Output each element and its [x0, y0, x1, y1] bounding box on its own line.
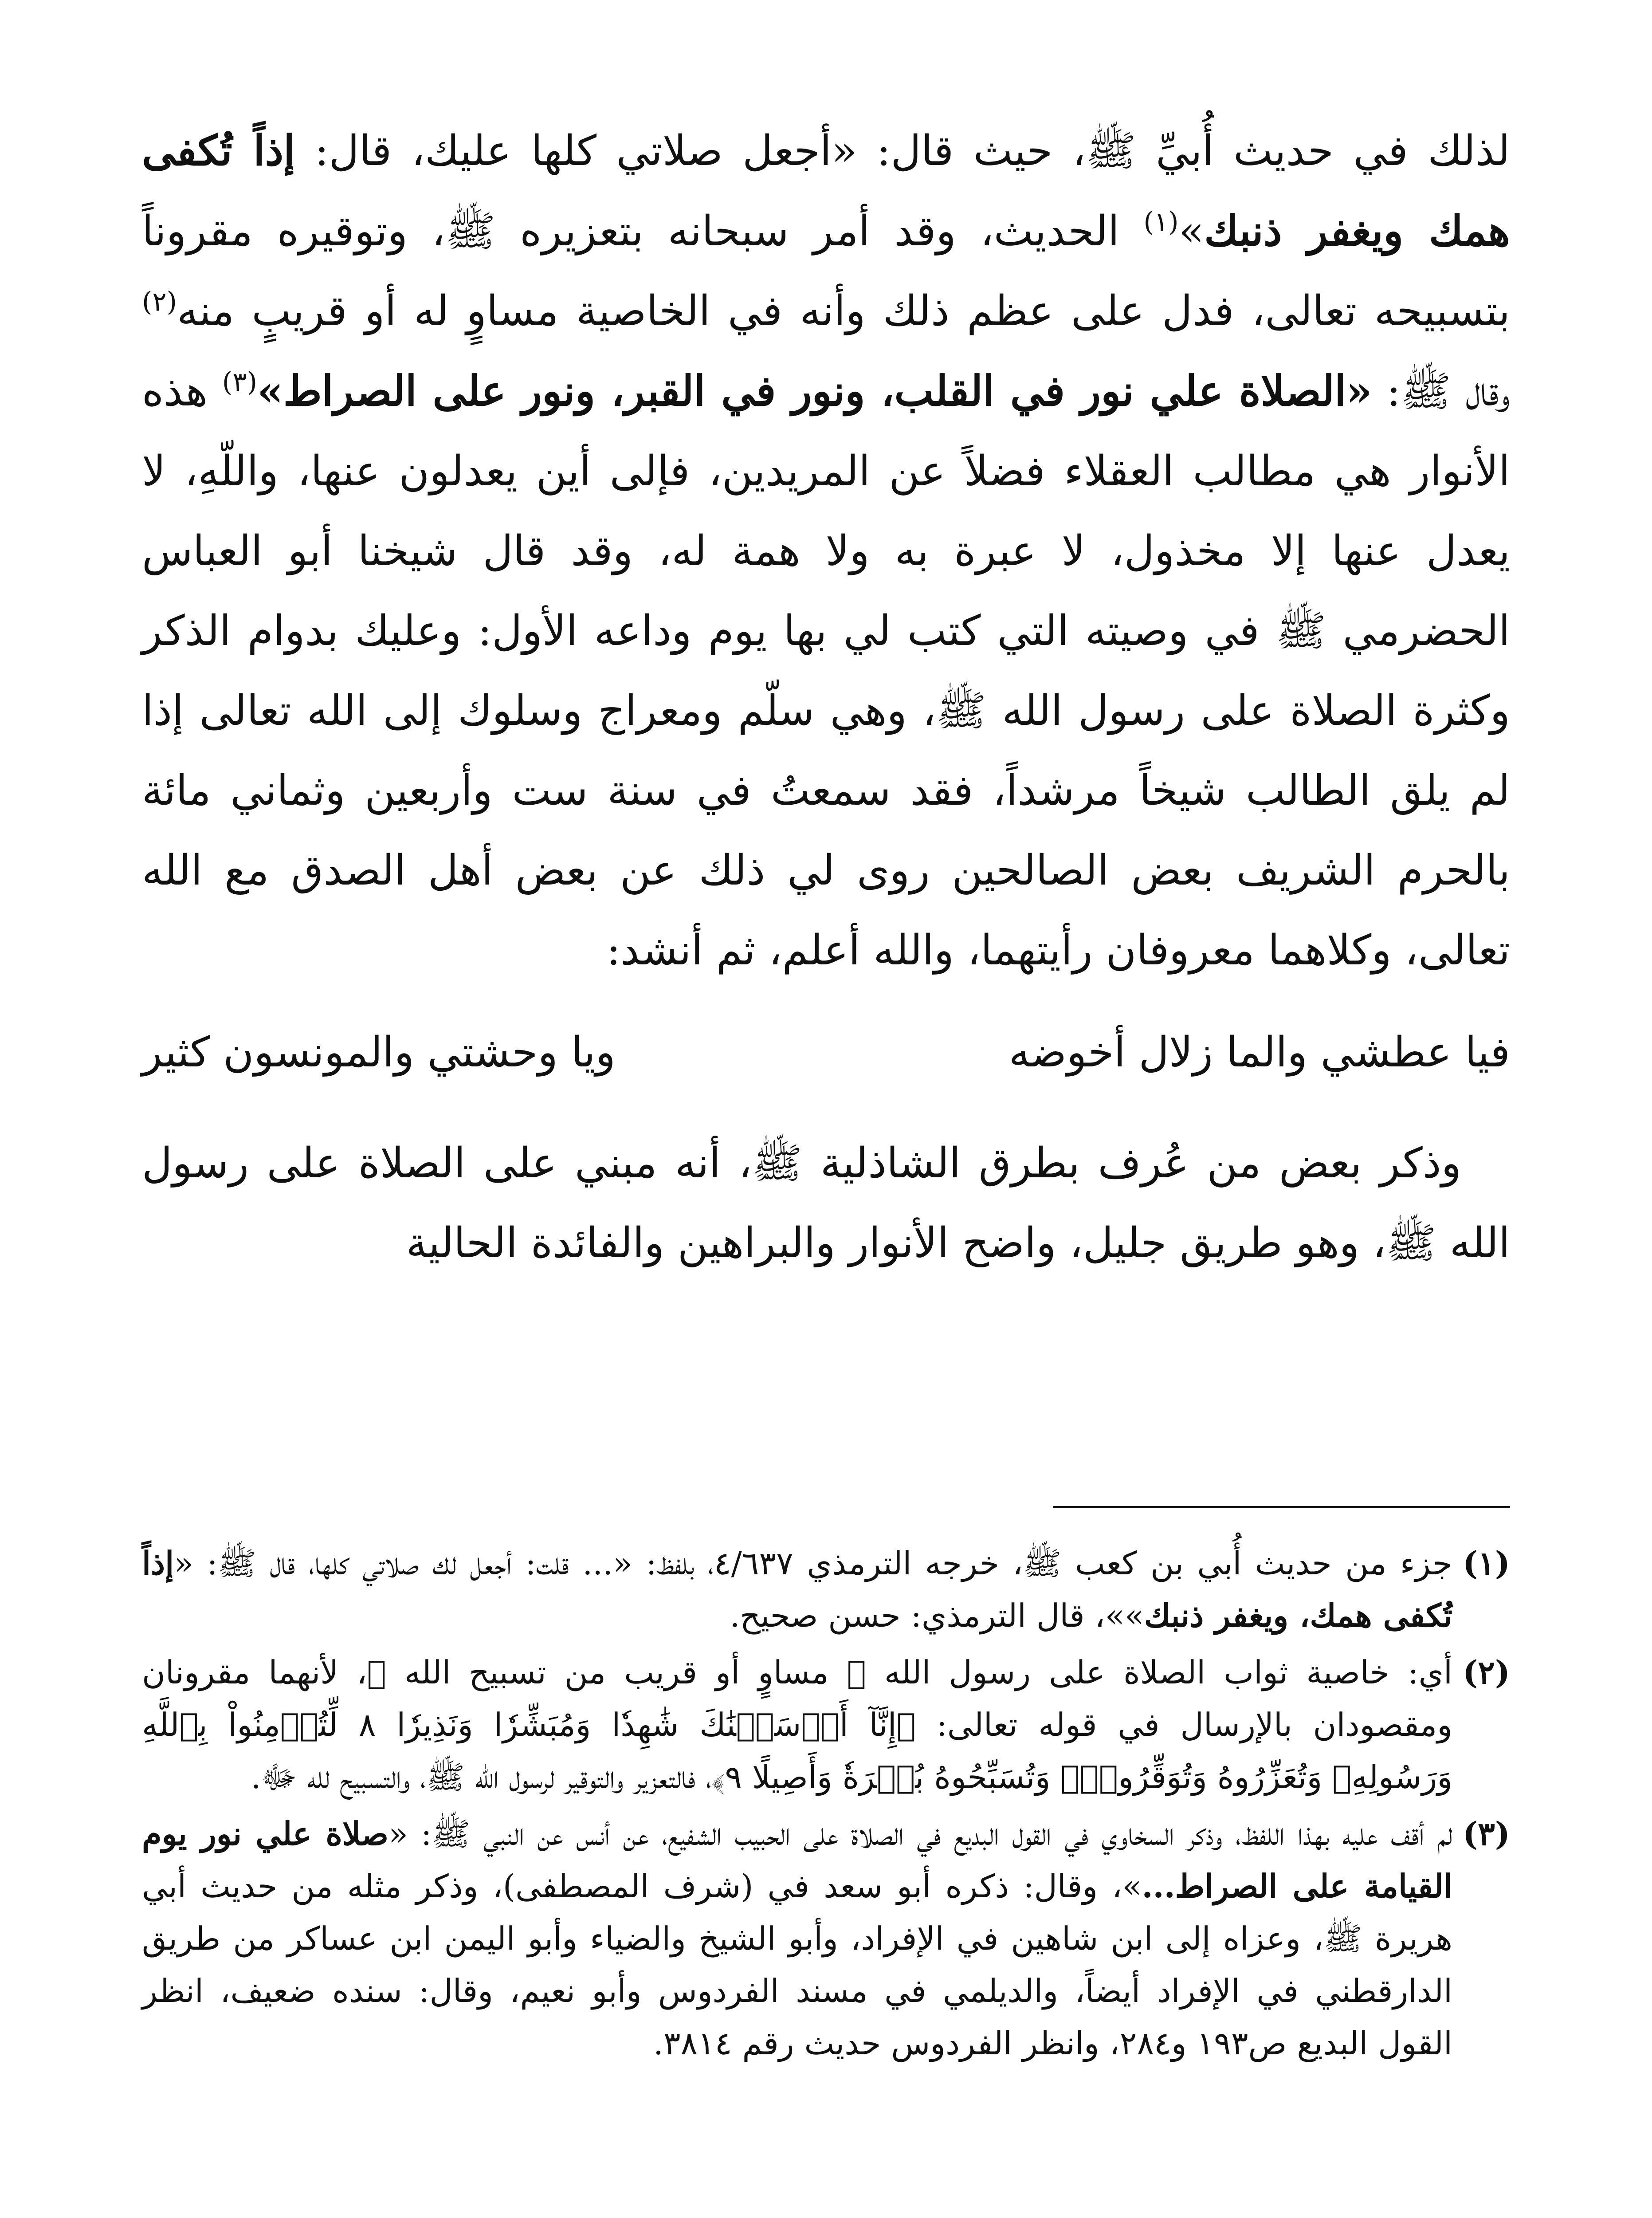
footnotes: [142, 1537, 1510, 2074]
footnote-ref-1[interactable]: (١): [1143, 206, 1179, 238]
text-run: لذلك في حديث أُبيِّ ﷺ، حيث قال: «أجعل صلاتي كلها عليك، قال:: [295, 127, 1510, 175]
main-paragraph-2: وذكر بعض من عُرف بطرق الشاذلية ﷺ، أنه مبني على الصلاة على رسول الله ﷺ، وهو طريق جليل، واضح الأنوار والبراهين والفائدة الحالية: [142, 1139, 1510, 1267]
footnote-text: »، وقال: ذكره أبو سعد في (شرف المصطفى)، وذكر مثله من حديث أبي هريرة ﷺ، وعزاه إلى ابن شاهين في الإفراد، وأبو الشيخ والضياء وأبو اليمن ابن عساكر من طريق الدارقطني في الإفراد أيضاً، والديلمي في مسند الفردوس وأبو نعيم، وقال: سنده ضعيف، انظر القول البديع ص١٩٣ و٢٨٤، وانظر الفردوس حديث رقم ٣٨١٤.: [142, 1868, 1452, 2062]
text-run: الحديث، وقد أمر سبحانه بتعزيره ﷺ، وتوقيره مقروناً بتسبيحه تعالى، فدل على عظم ذلك وأنه في الخاصية مساوٍ له أو قريبٍ منه: [142, 207, 1510, 335]
footnote-3: [142, 1808, 1510, 2069]
footnote-text: لم أقف عليه بهذا اللفظ، وذكر السخاوي في القول البديع في الصلاة على الحبيب الشفيع، عن أنس عن النبي ﷺ: «: [388, 1815, 1452, 1852]
footnote-ref-3[interactable]: (٣): [222, 366, 257, 398]
footnote-number: (٢): [1463, 1653, 1510, 1691]
hadith-quote: إذاً تُكفى همك ويغفر ذنبك: [142, 126, 1510, 256]
footnote-text: جزء من حديث أُبي بن كعب ﷺ، خرجه الترمذي ٤/٦٣٧، بلفظ: «... قلت: أجعل لك صلاتي كلها، قال ﷺ: «: [174, 1545, 1452, 1582]
footnote-quote: إذاً تُكفى همك، ويغفر ذنبك: [142, 1544, 1452, 1634]
footnote-text: أي: خاصية ثواب الصلاة على رسول الله ﷺ مساوٍ أو قريب من تسبيح الله ﷻ، لأنهما مقرونان ومقصودان بالإرسال في قوله تعالى: ﴿إِنَّآ أَرۡسَلۡنَٰكَ شَٰهِدٗا وَمُبَشِّرٗا وَنَذِيرٗا ٨ لِّتُؤۡمِنُواْ بِٱللَّهِ وَرَسُولِهِۦ وَتُعَزِّرُوهُ وَتُوَقِّرُوهُۚ وَتُسَبِّحُوهُ بُكۡرَةٗ وَأَصِيلًا ٩﴾، فالتعزير والتوقير لرسول الله ﷺ، والتسبيح لله ﷻ.: [142, 1654, 1453, 1796]
poem-first-hemistich: فيا عطشي والما زلال أخوضه: [1008, 1028, 1510, 1077]
footnote-number: (٣): [1463, 1815, 1510, 1852]
poem-verse: [142, 1008, 1510, 1097]
hadith-quote: «الصلاة علي نور في القلب، ونور في القبر، ونور على الصراط»: [257, 367, 1372, 416]
text-run: هذه الأنوار هي مطالب العقلاء فضلاً عن المريدين، فإلى أين يعدلون عنها، واللّهِ، لا يعدل عنها إلا مخذول، لا عبرة به ولا همة له، وقد قال شيخنا أبو العباس الحضرمي ﷺ في وصيته التي كتب لي بها يوم وداعه الأول: وعليك بدوام الذكر وكثرة الصلاة على رسول الله ﷺ، وهي سلّم ومعراج وسلوك إلى الله تعالى إذا لم يلق الطالب شيخاً مرشداً، فقد سمعتُ في سنة ست وأربعين وثماني مائة بالحرم الشريف بعض الصالحين روى لي ذلك عن بعض أهل الصدق مع الله تعالى، وكلاهما معروفان رأيتهما، والله أعلم، ثم أنشد:: [142, 367, 1511, 975]
footnote-ref-2[interactable]: (٢): [142, 286, 177, 318]
book-page: [142, 111, 1510, 2218]
footnote-1: [142, 1537, 1510, 1642]
footnote-text: »»، قال الترمذي: حسن صحيح.: [730, 1597, 1144, 1634]
main-paragraph-1: [142, 111, 1510, 991]
footnote-number: (١): [1463, 1544, 1510, 1582]
footnote-2: [142, 1646, 1510, 1803]
text-run: »: [1178, 207, 1205, 256]
footnote-divider: [1053, 1506, 1510, 1508]
poem-second-hemistich: ويا وحشتي والمونسون كثير: [142, 1028, 616, 1077]
text-run: وقال ﷺ:: [1372, 367, 1510, 416]
footnote-quote: صلاة علي نور يوم القيامة على الصراط...: [142, 1815, 1452, 1905]
